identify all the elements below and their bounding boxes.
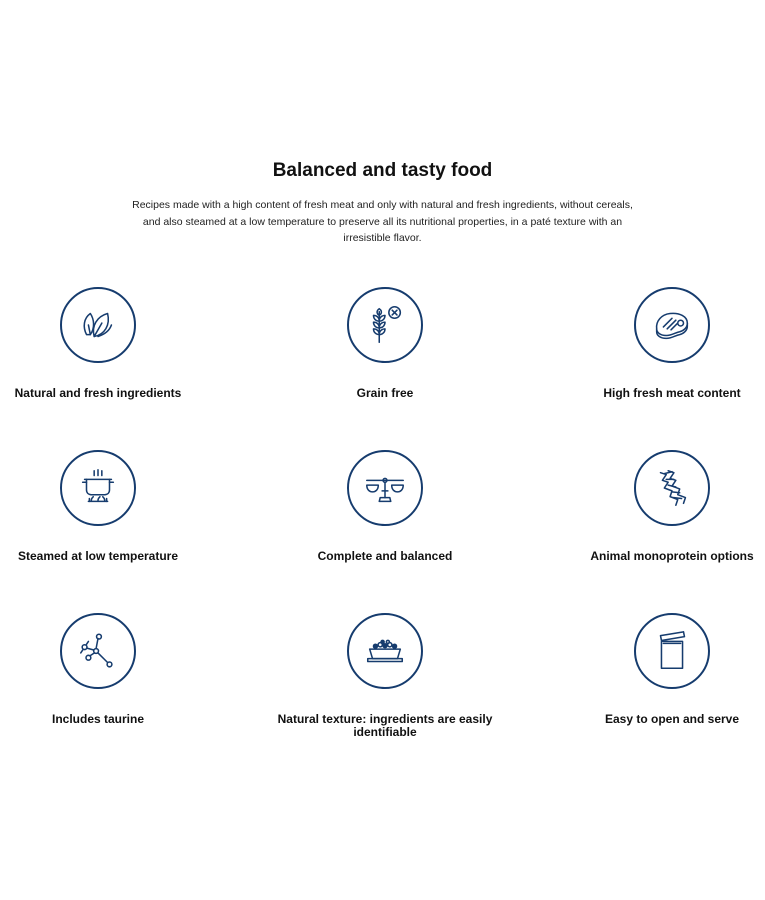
food-bowl-icon [347, 613, 423, 689]
feature-label: Steamed at low temperature [17, 549, 179, 563]
feature-label: Includes taurine [51, 712, 145, 726]
feature-grain-free [270, 287, 500, 400]
feature-monoprotein [557, 450, 765, 563]
feature-steamed [0, 450, 213, 563]
feature-label: Grain free [356, 386, 414, 400]
feature-natural-ingredients [0, 287, 213, 400]
dna-helix-icon [634, 450, 710, 526]
open-can-icon [634, 613, 710, 689]
feature-label: High fresh meat content [603, 386, 741, 400]
feature-complete-balanced [270, 450, 500, 563]
grain-free-icon [347, 287, 423, 363]
leaves-icon [60, 287, 136, 363]
scale-icon [347, 450, 423, 526]
meat-icon [634, 287, 710, 363]
feature-label: Easy to open and serve [604, 712, 740, 726]
section-title: Balanced and tasty food [272, 160, 493, 181]
feature-easy-open [557, 613, 765, 726]
feature-taurine [0, 613, 213, 726]
feature-label: Animal monoprotein options [590, 549, 754, 563]
molecule-icon [60, 613, 136, 689]
feature-natural-texture [270, 613, 500, 739]
steaming-pot-icon [60, 450, 136, 526]
feature-high-meat [557, 287, 765, 400]
feature-label: Complete and balanced [317, 549, 453, 563]
section-description: Recipes made with a high content of fresh meat and only with natural and fresh ingredients, without cereals, and also steamed at a low temperature to preserve all its nutritional properties, in a paté texture with an irresistible flavor. [132, 199, 633, 244]
feature-label: Natural and fresh ingredients [14, 386, 182, 400]
feature-label: Natural texture: ingredients are easily identifiable [277, 712, 493, 739]
